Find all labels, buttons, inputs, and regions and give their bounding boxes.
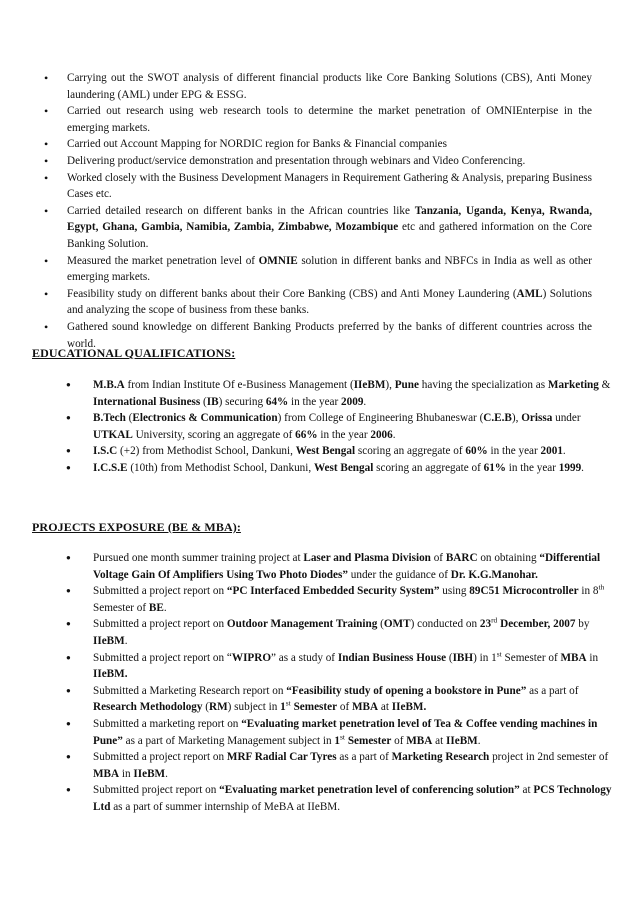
bold-text: IIeBM <box>133 767 166 780</box>
superscript: st <box>340 731 346 741</box>
bold-text: BE <box>148 601 164 614</box>
bold-text: Pune <box>394 379 419 391</box>
projects-list <box>64 550 620 816</box>
bold-text: Marketing Research <box>391 751 490 764</box>
bold-text: Indian Business House <box>337 651 447 664</box>
bold-text: IIeBM <box>446 734 478 747</box>
superscript: rd <box>491 615 498 625</box>
bold-text: West Bengal <box>313 461 374 474</box>
project-item: ● Pursued one month summer training project at Laser and Plasma Division of BARC on obtaining “Differential Voltage Gain Of Amplifiers Using Two Photo Diodes” under the guidance of Dr. K.G.Manohar. <box>64 550 620 583</box>
bold-text: MBA <box>351 701 379 714</box>
bold-text: BARC <box>445 552 478 564</box>
bold-text: MRF Radial Car Tyres <box>226 751 337 764</box>
education-list <box>64 377 616 477</box>
bold-text: 2006 <box>370 428 393 441</box>
bold-text: 61% <box>483 461 506 474</box>
bold-text: B.Tech <box>93 412 126 425</box>
bold-text: I.S.C <box>93 445 118 458</box>
bold-text: Marketing <box>547 379 599 391</box>
project-item: ● Submitted a project report on MRF Radial Car Tyres as a part of Marketing Research project in 2nd semester of MBA in IIeBM. <box>64 749 620 782</box>
bold-text: AML <box>516 287 543 300</box>
bold-text: 2001 <box>540 445 563 458</box>
bold-text: PCS Technology Ltd <box>93 784 612 813</box>
work-experience-list <box>40 70 592 352</box>
bold-text: IIeBM. <box>93 668 128 681</box>
bold-text: M.B.A <box>93 379 125 391</box>
education-item: ● B.Tech (Electronics & Communication) from College of Engineering Bhubaneswar (C.E.B), Orissa under UTKAL University, scoring an aggregate of 66% in the year 2006. <box>64 410 616 443</box>
bold-text: MBA <box>93 767 120 780</box>
education-item: ● M.B.A from Indian Institute Of e-Business Management (IIeBM), Pune having the specialization as Marketing & International Business (IB) securing 64% in the year 2009. <box>64 377 616 410</box>
bold-text: MBA <box>406 734 433 747</box>
bold-text: WIPRO <box>231 651 272 664</box>
bold-text: Electronics & Communication <box>132 412 278 425</box>
bold-text: OMT <box>383 618 411 631</box>
bold-text: I.C.S.E <box>93 461 128 474</box>
bold-text: IBH <box>452 651 474 664</box>
bold-text: “Evaluating market penetration level of conferencing solution” <box>219 784 520 797</box>
bold-text: Dr. K.G.Manohar. <box>450 568 538 581</box>
bold-text: IIeBM <box>353 379 386 391</box>
superscript: th <box>598 582 605 592</box>
projects-heading: PROJECTS EXPOSURE (BE & MBA): <box>32 520 241 534</box>
bold-text: IIeBM <box>93 634 125 647</box>
bold-text: RM <box>209 701 228 714</box>
education-item: ● I.S.C (+2) from Methodist School, Dankuni, West Bengal scoring an aggregate of 60% in the year 2001. <box>64 443 616 460</box>
bold-text: Laser and Plasma Division <box>303 552 431 564</box>
bold-text: “Evaluating market penetration level of Tea & Coffee vending machines in Pune” <box>93 717 598 747</box>
bold-text: 1 <box>280 701 286 714</box>
bold-text: IB <box>206 395 219 408</box>
bold-text: Outdoor Management Training <box>226 618 378 631</box>
bold-text: MBA <box>560 651 587 664</box>
project-item: ● Submitted a Marketing Research report on “Feasibility study of opening a bookstore in Pune” as a part of Research Methodology (RM) subject in 1st Semester of MBA at IIeBM. <box>64 683 620 716</box>
work-experience-item: • Measured the market penetration level of OMNIE solution in different banks and NBFCs in India as well as other emerging markets. <box>40 253 592 286</box>
bold-text: 60% <box>465 445 488 458</box>
bold-text: International Business <box>93 395 201 408</box>
superscript: st <box>285 698 291 708</box>
bold-text: “Differential Voltage Gain Of Amplifiers Using Two Photo Diodes” <box>93 552 601 581</box>
work-experience-item: • Carried out Account Mapping for NORDIC region for Banks & Financial companies <box>40 136 592 153</box>
project-item: ● Submitted a project report on “WIPRO” as a study of Indian Business House (IBH) in 1st Semester of MBA in IIeBM. <box>64 650 620 683</box>
bold-text: Tanzania, Uganda, Kenya, Rwanda, Egypt, Ghana, Gambia, Namibia, Zambia, Zimbabwe, Mozambique <box>67 204 593 234</box>
bold-text: “PC Interfaced Embedded Security System” <box>226 585 440 598</box>
work-experience-item: • Carried detailed research on different banks in the African countries like Tanzania, Uganda, Kenya, Rwanda, Egypt, Ghana, Gambia, Namibia, Zambia, Zimbabwe, Mozambique etc and gathered information on the Core Banking Solution. <box>40 203 592 253</box>
bold-text: 1 <box>334 734 341 747</box>
superscript: st <box>496 648 502 658</box>
education-heading: EDUCATIONAL QUALIFICATIONS: <box>32 346 236 360</box>
bold-text: Semester <box>345 734 392 747</box>
education-item: ● I.C.S.E (10th) from Methodist School, Dankuni, West Bengal scoring an aggregate of 61% in the year 1999. <box>64 460 616 477</box>
work-experience-item: • Carried out research using web research tools to determine the market penetration of OMNIEnterpise in the emerging markets. <box>40 103 592 136</box>
work-experience-item: • Feasibility study on different banks about their Core Banking (CBS) and Anti Money Laundering (AML) Solutions and analyzing the scope of business from these banks. <box>40 286 592 319</box>
project-item: ● Submitted project report on “Evaluating market penetration level of conferencing solution” at PCS Technology Ltd as a part of summer internship of MeBA at IIeBM. <box>64 782 620 815</box>
project-item: ● Submitted a marketing report on “Evaluating market penetration level of Tea & Coffee vending machines in Pune” as a part of Marketing Management subject in 1st Semester of MBA at IIeBM. <box>64 716 620 749</box>
bold-text: West Bengal <box>295 445 356 458</box>
project-item: ● Submitted a project report on Outdoor Management Training (OMT) conducted on 23rd December, 2007 by IIeBM. <box>64 616 620 649</box>
bold-text: 1999 <box>558 461 582 474</box>
work-experience-item: • Delivering product/service demonstration and presentation through webinars and Video Conferencing. <box>40 153 592 170</box>
bold-text: Semester <box>290 701 338 714</box>
work-experience-item: • Worked closely with the Business Development Managers in Requirement Gathering & Analysis, preparing Business Cases etc. <box>40 170 592 203</box>
bold-text: Orissa <box>521 412 553 425</box>
bold-text: 89C51 Microcontroller <box>469 585 579 598</box>
project-item: ● Submitted a project report on “PC Interfaced Embedded Security System” using 89C51 Microcontroller in 8th Semester of BE. <box>64 583 620 616</box>
bold-text: December, 2007 <box>497 618 576 631</box>
bold-text: 2009 <box>341 395 364 408</box>
work-experience-item: • Gathered sound knowledge on different Banking Products preferred by the banks of different countries across the world. <box>40 319 592 352</box>
bold-text: 64% <box>265 395 289 408</box>
bold-text: Research Methodology <box>93 701 203 714</box>
bold-text: OMNIE <box>258 254 298 267</box>
bold-text: C.E.B <box>483 412 512 425</box>
bold-text: IIeBM. <box>391 701 427 714</box>
bold-text: 23 <box>479 618 492 631</box>
bold-text: UTKAL <box>93 428 133 441</box>
work-experience-item: • Carrying out the SWOT analysis of different financial products like Core Banking Solutions (CBS), Anti Money laundering (AML) under EPG & ESSG. <box>40 70 592 103</box>
bold-text: 66% <box>295 428 318 441</box>
bold-text: “Feasibility study of opening a bookstore in Pune” <box>286 684 527 697</box>
